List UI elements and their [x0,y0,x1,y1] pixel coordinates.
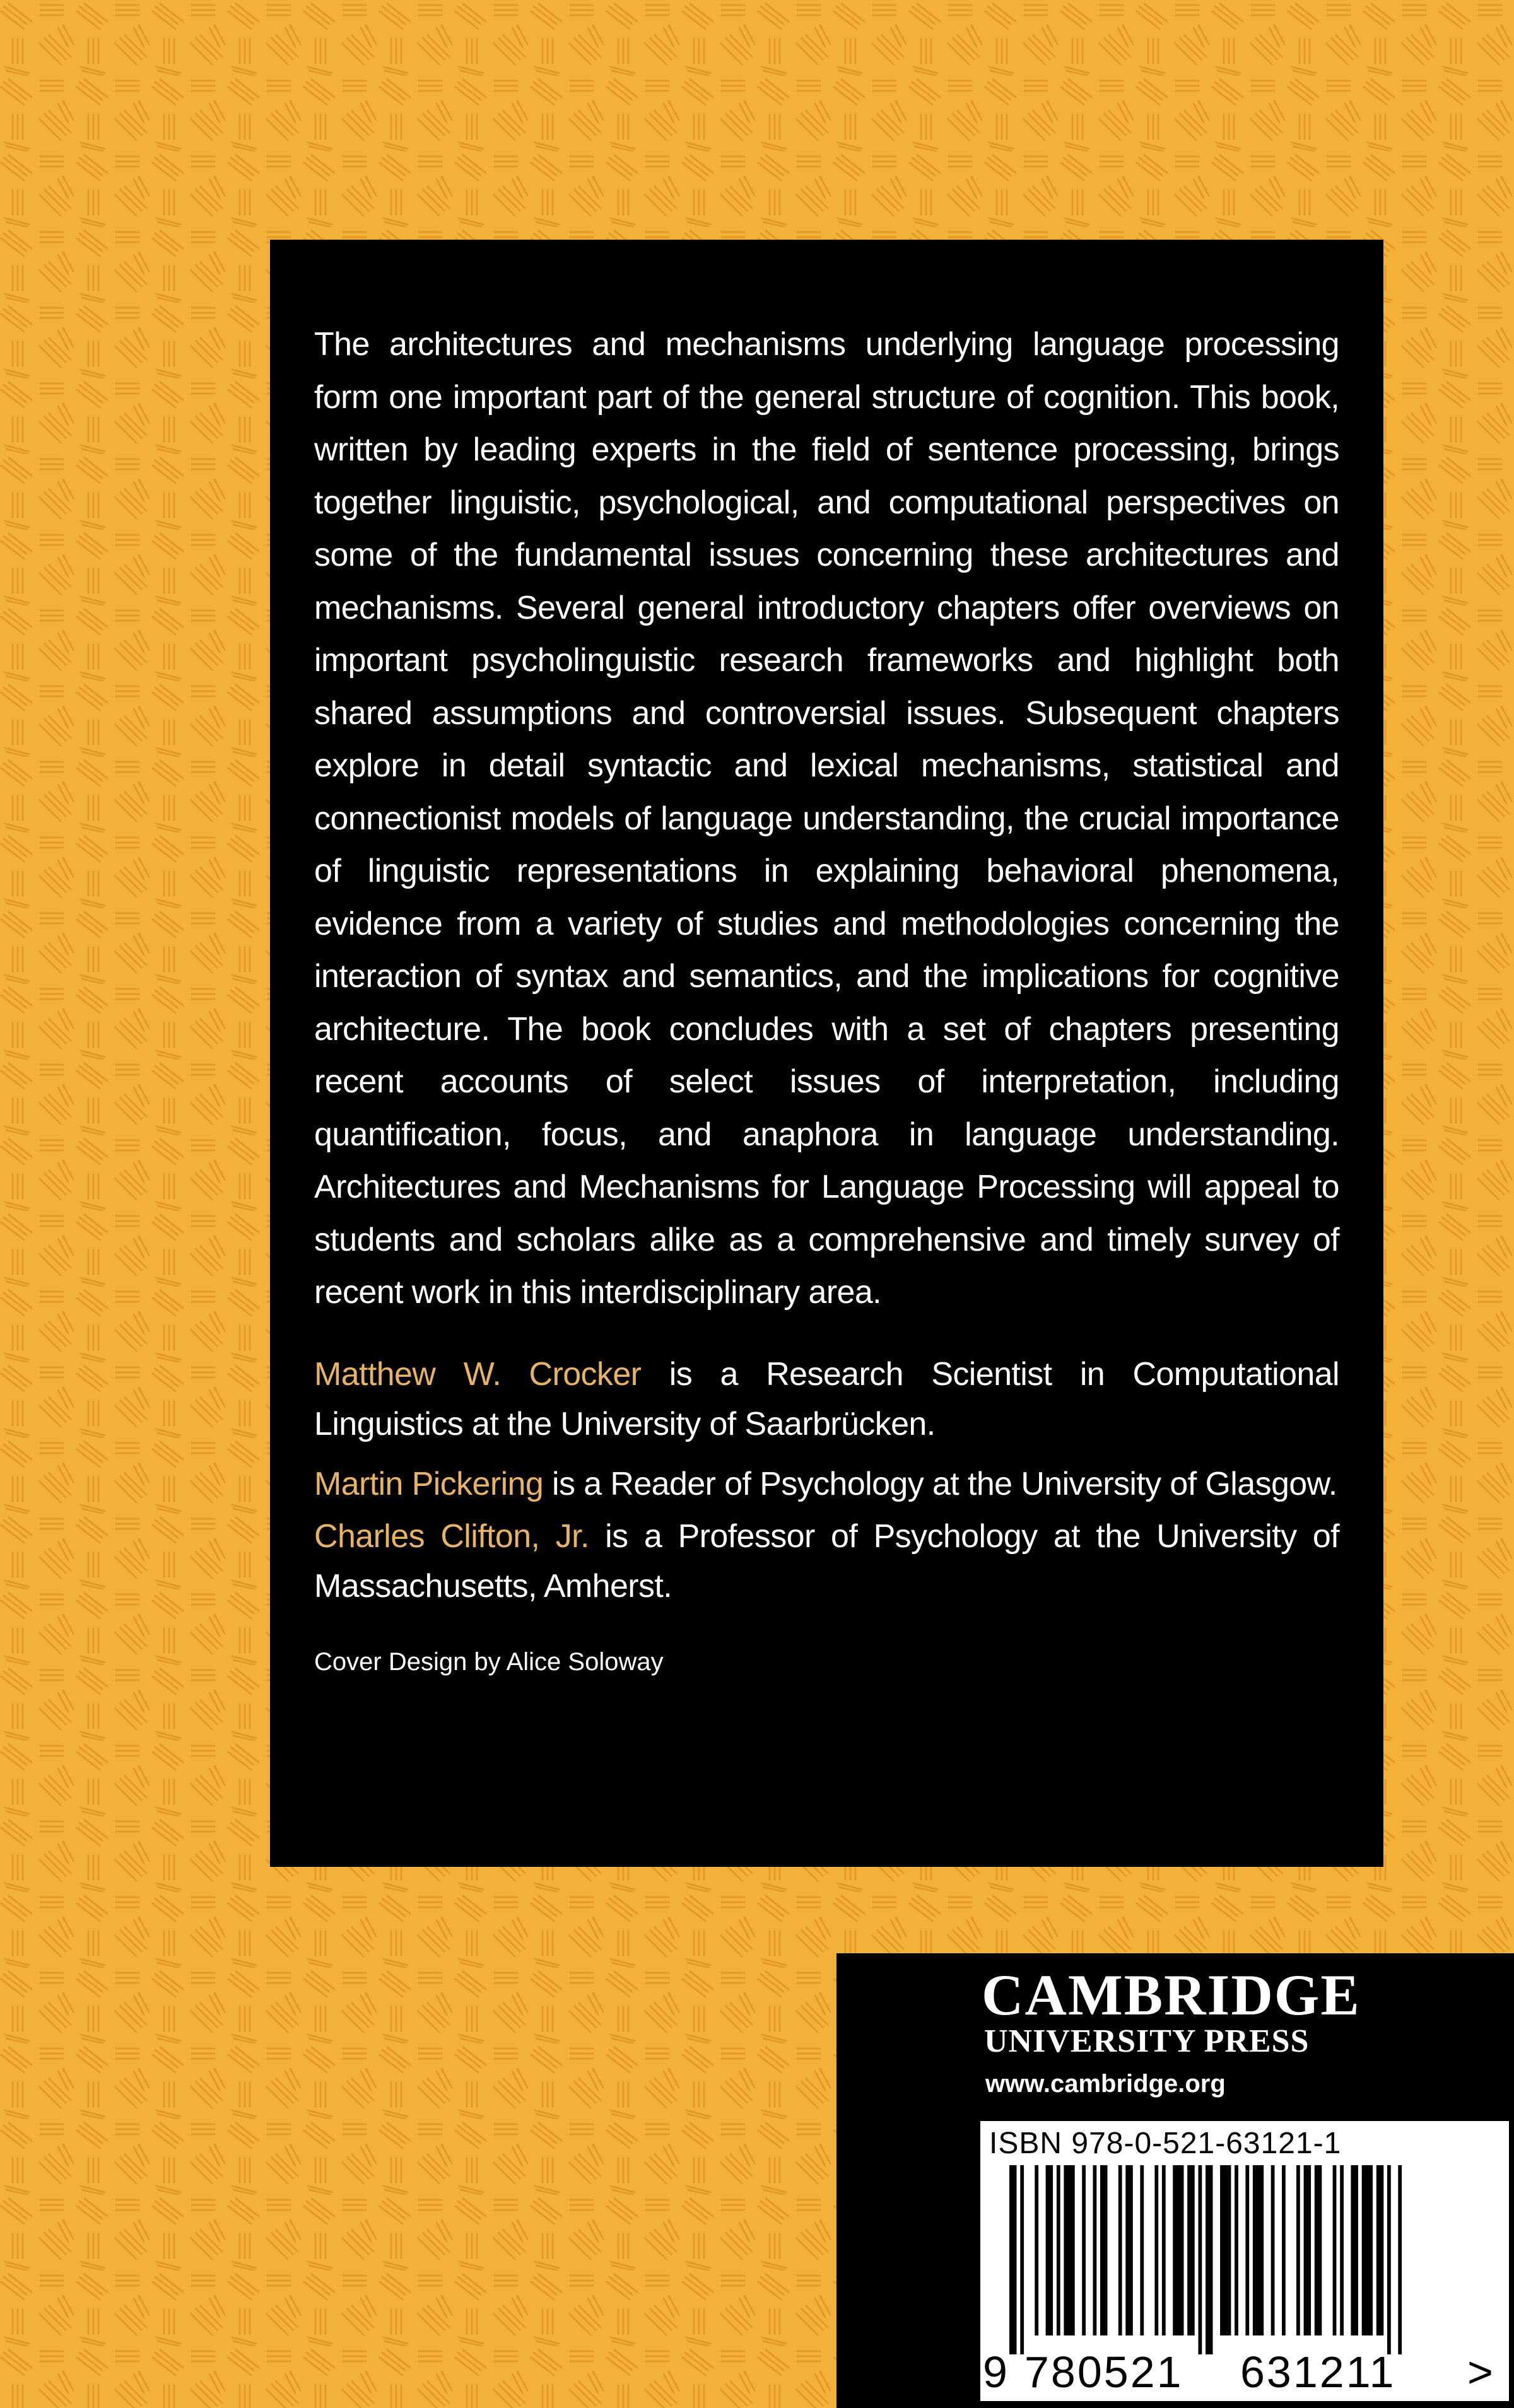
barcode-bar [1271,2165,1275,2335]
author-name: Charles Clifton, Jr. [314,1517,589,1555]
isbn-number: ISBN 978-0-521-63121-1 [989,2127,1342,2160]
barcode-bar [1093,2165,1097,2335]
back-cover-text-panel [270,240,1383,1867]
barcode-bar [1154,2165,1158,2335]
barcode-bar [1064,2165,1074,2335]
barcode-bar [1140,2165,1144,2335]
barcode-bar [1253,2165,1264,2335]
ean-first-digit: 9 [983,2347,1009,2397]
barcode-bar [1376,2165,1384,2335]
publisher-subtitle: UNIVERSITY PRESS [984,2023,1310,2059]
barcode-bars [1009,2165,1464,2354]
barcode-bar [1362,2165,1373,2335]
barcode-bar [1035,2165,1038,2335]
barcode-bar [1187,2165,1195,2335]
isbn-barcode [980,2121,1509,2401]
barcode-bar [1020,2165,1024,2354]
barcode-bar [1245,2165,1249,2335]
author-bio [314,1459,1339,1509]
barcode-bar [1206,2165,1213,2354]
author-bio-text: is a Reader of Psychology at the University of Glasgow. [543,1465,1337,1502]
barcode-bar [1125,2165,1133,2335]
barcode-bar [1118,2165,1122,2335]
barcode-bar [1333,2165,1337,2335]
author-name: Matthew W. Crocker [314,1355,642,1393]
author-bio-text: is a Professor of Psychology at the University of Massachusetts, Amherst. [314,1517,1339,1604]
barcode-bar [1282,2165,1286,2335]
barcode-bar [1199,2165,1202,2354]
ean-group-left: 780521 [1024,2347,1183,2397]
author-bio [314,1512,1339,1611]
barcode-bar [1082,2165,1086,2335]
barcode-bar [1340,2165,1344,2335]
barcode-bar [1315,2165,1322,2335]
barcode-bar [1173,2165,1183,2335]
ean-group-right: 631211 [1240,2347,1396,2397]
author-name: Martin Pickering [314,1465,544,1502]
barcode-bar [1009,2165,1017,2354]
cover-design-credit: Cover Design by Alice Soloway [314,1647,664,1676]
barcode-bar [1351,2165,1358,2335]
author-bio-text: is a Research Scientist in Computational Linguistics at the University of Saarbrücken. [314,1355,1339,1442]
publisher-website: www.cambridge.org [985,2070,1226,2098]
barcode-bar [1304,2165,1312,2335]
publisher-block [836,1953,1514,2408]
barcode-bar [1235,2165,1238,2335]
barcode-bar [1398,2165,1402,2354]
ean-end-mark: > [1467,2347,1495,2397]
barcode-bar [1162,2165,1166,2335]
author-bio [314,1350,1339,1449]
barcode-bar [1220,2165,1231,2335]
barcode-bar [1057,2165,1060,2335]
barcode-bar [1046,2165,1053,2335]
barcode-bar [1100,2165,1108,2335]
book-description: The architectures and mechanisms underlying language processing form one important part of the general structure of cognition. This book, written by leading experts in the field of sentence processing, brings together linguistic, psychological, and computational perspectives on some of the fundamental issues concerning these architectures and mechanisms. Several general introductory chapters offer overviews on important psycholinguistic research frameworks and highlight both shared assumptions and controversial issues. Subsequent chapters explore in detail syntactic and lexical mechanisms, statistical and connectionist models of language understanding, the crucial importance of linguistic representations in explaining behavioral phenomena, evidence from a variety of studies and methodologies concerning the interaction of syntax and semantics, and the implications for cognitive architecture. The book concludes with a set of chapters presenting recent accounts of select issues of interpretation, including quantification, focus, and anaphora in language understanding. Architectures and Mechanisms for Language Processing will appeal to students and scholars alike as a comprehensive and timely survey of recent work in this interdisciplinary area. [314,326,1339,1311]
publisher-name: CAMBRIDGE [982,1963,1361,2027]
barcode-bar [1296,2165,1300,2335]
barcode-bar [1387,2165,1391,2354]
